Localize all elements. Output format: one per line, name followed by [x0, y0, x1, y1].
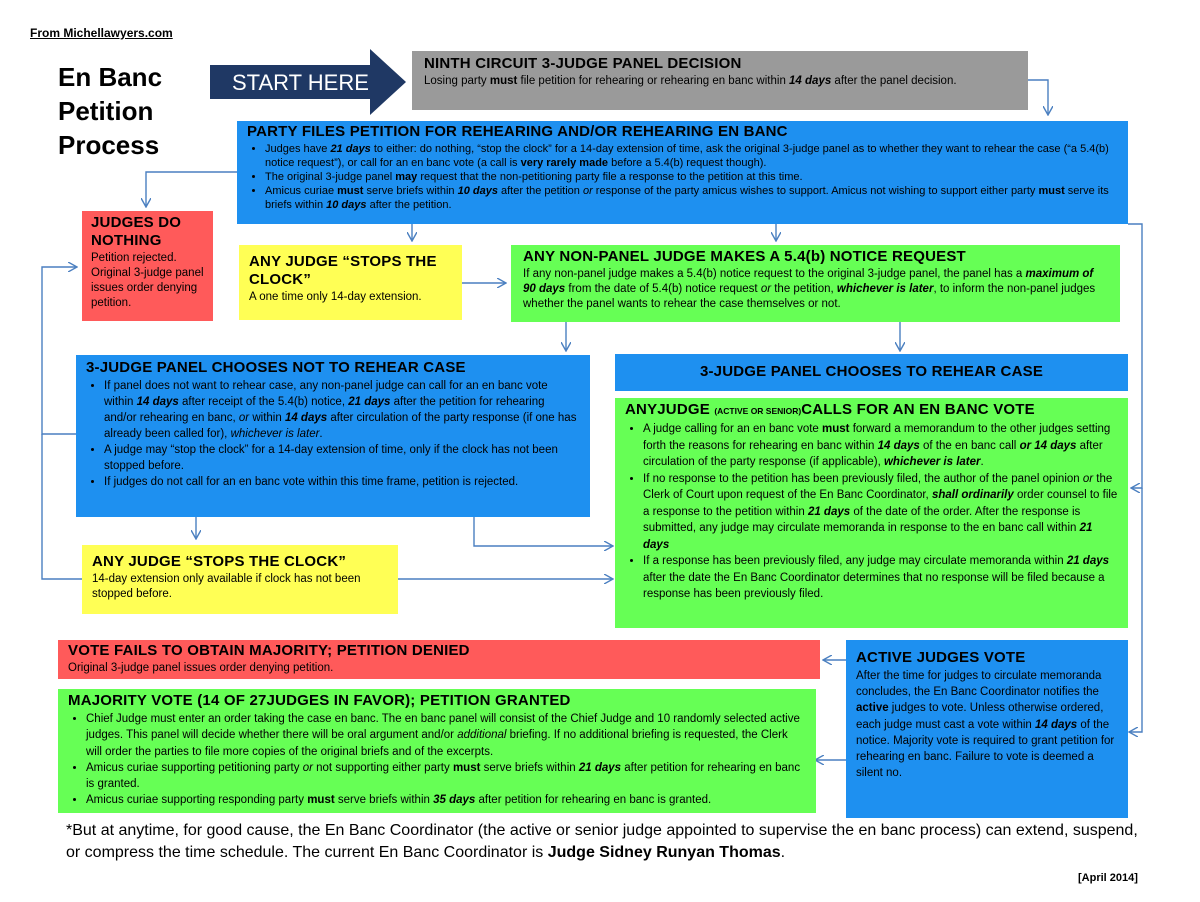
- not-rehear-box: [76, 355, 590, 517]
- majority-vote-box: [58, 689, 816, 813]
- vote-fails-title: VOTE FAILS TO OBTAIN MAJORITY; PETITION DENIED: [68, 642, 470, 659]
- panel-decision-text: Losing party must file petition for rehearing or rehearing en banc within 14 days after the panel decision.: [424, 75, 957, 87]
- majority-vote-title: MAJORITY VOTE (14 OF 27JUDGES IN FAVOR); PETITION GRANTED: [68, 692, 571, 709]
- title-line-2: Petition: [58, 96, 154, 126]
- calls-vote-bullet-1: • A judge calling for an en banc vote must forward a memorandum to the other judges setting forth the reasons for rehearing en banc within 14 days of the en banc call or 14 days after circulation of the party response (if applicable), whichever is later.: [643, 421, 1118, 471]
- start-label: START HERE: [232, 70, 369, 95]
- stop-clock-2-text: 14-day extension only available if clock has not been stopped before.: [92, 573, 361, 600]
- notice-request-title: ANY NON-PANEL JUDGE MAKES A 5.4(b) NOTICE REQUEST: [523, 248, 966, 265]
- connector-callsvote-to-activevote: [1130, 488, 1142, 732]
- date-stamp: [April 2014]: [1078, 872, 1138, 884]
- not-rehear-bullet-1: • If panel does not want to rehear case, any non-panel judge can call for an en banc vote within 14 days after receipt of the 5.4(b) notice, 21 days after the petition for rehearing and/or rehearing en banc, or within 14 days after circulation of the party response (if one has already been called for), whichever is later.: [104, 378, 580, 442]
- coordinator-name: Judge Sidney Runyan Thomas: [547, 844, 781, 861]
- panel-decision-title: NINTH CIRCUIT 3-JUDGE PANEL DECISION: [424, 55, 742, 72]
- active-vote-box: [846, 640, 1128, 818]
- judges-nothing-title: JUDGES DO NOTHING: [91, 214, 182, 249]
- title-line-1: En Banc: [58, 62, 163, 92]
- stop-clock-1-text: A one time only 14-day extension.: [249, 291, 422, 303]
- footnote: *But at anytime, for good cause, the En Banc Coordinator (the active or senior judge appointed to supervise the en banc process) can extend, suspend, or compress the time schedule. The current En Banc Coordinator is Judge Sidney Runyan Thomas.: [66, 822, 1138, 861]
- majority-vote-bullet-3: • Amicus curiae supporting responding party must serve briefs within 35 days after petition for rehearing en banc is granted.: [86, 792, 806, 808]
- connector-petition-to-callsvote: [1128, 224, 1142, 488]
- not-rehear-title: 3-JUDGE PANEL CHOOSES NOT TO REHEAR CASE: [86, 359, 466, 376]
- notice-request-text: If any non-panel judge makes a 5.4(b) notice request to the original 3-judge panel, the panel has a maximum of 90 days from the date of 5.4(b) notice request or the petition, whichever is later, to inform the non-panel judges whether the panel wants to rehear the case themselves or not.: [523, 268, 1096, 310]
- stop-clock-2-title: ANY JUDGE “STOPS THE CLOCK”: [92, 553, 347, 570]
- majority-vote-bullet-2: • Amicus curiae supporting petitioning party or not supporting either party must serve briefs within 21 days after petition for rehearing en banc is granted.: [86, 760, 806, 793]
- source-link[interactable]: From Michellawyers.com: [30, 26, 173, 40]
- vote-fails-text: Original 3-judge panel issues order denying petition.: [68, 662, 334, 674]
- judges-nothing-box: [82, 211, 213, 321]
- party-files-bullet-1: • Judges have 21 days to either: do nothing, “stop the clock” for a 14-day extension of time, ask the original 3-judge panel as to whether they want to rehear the case (“a 5.4(b) notice request”), or call for an en banc vote (a call is very rarely made before a 5.4(b) request though).: [265, 142, 1118, 170]
- vote-fails-box: [58, 640, 820, 679]
- calls-vote-title: ANYJUDGE (ACTIVE OR SENIOR)CALLS FOR AN EN BANC VOTE: [625, 401, 1035, 418]
- chooses-rehear-title: 3-JUDGE PANEL CHOOSES TO REHEAR CASE: [699, 363, 1044, 380]
- not-rehear-bullet-3: • If judges do not call for an en banc vote within this time frame, petition is rejected.: [104, 474, 580, 490]
- party-files-box: [237, 121, 1128, 224]
- connector-decision-to-petition: [1028, 80, 1048, 114]
- calls-vote-bullet-2: • If no response to the petition has been previously filed, the author of the panel opinion or the Clerk of Court upon request of the En Banc Coordinator, shall ordinarily order counsel to file a response to the petition within 21 days of the date of the order. After the response is submitted, any judge may circulate memoranda in response to the en banc call within 21 days: [643, 471, 1118, 554]
- notice-request-box: [511, 245, 1120, 322]
- connector-notrehear-to-nothing: [42, 267, 76, 434]
- party-files-bullet-3: • Amicus curiae must serve briefs within 10 days after the petition or response of the party amicus wishes to support. Amicus not wishing to support either party must serve its briefs within 10 days after the petition.: [265, 184, 1118, 212]
- active-vote-text: After the time for judges to circulate memoranda concludes, the En Banc Coordinator notifies the active judges to vote. Unless otherwise ordered, each judge must cast a vote within 14 days of the notice. Majority vote is required to grant petition for rehearing en banc. Failure to vote is deemed a silent no.: [856, 670, 1115, 780]
- majority-vote-bullet-1: • Chief Judge must enter an order taking the case en banc. The en banc panel will consist of the Chief Judge and 10 randomly selected active judges. This panel will decide whether there will be oral argument and/or additional briefing. If no additional briefing is requested, the Clerk will order the parties to file more copies of the original briefs and of the excerpts.: [86, 711, 806, 760]
- title-line-3: Process: [58, 130, 160, 160]
- judges-nothing-text: Petition rejected. Original 3-judge panel issues order denying petition.: [91, 252, 204, 309]
- connector-petition-to-nothing: [146, 172, 237, 206]
- chooses-rehear-box: [615, 354, 1128, 391]
- stop-clock-box-1: [239, 245, 462, 320]
- active-vote-title: ACTIVE JUDGES VOTE: [856, 649, 1026, 666]
- connector-notrehear-to-callsvote: [474, 517, 612, 546]
- calls-vote-bullet-3: • If a response has been previously filed, any judge may circulate memoranda within 21 days after the date the En Banc Coordinator determines that no response will be filed because a response has been previously filed.: [643, 553, 1118, 603]
- not-rehear-bullet-2: • A judge may “stop the clock” for a 14-day extension of time, only if the clock has not been stopped before.: [104, 442, 580, 474]
- party-files-bullet-2: • The original 3-judge panel may request that the non-petitioning party file a response to the petition at this time.: [265, 170, 1118, 184]
- party-files-title: PARTY FILES PETITION FOR REHEARING AND/OR REHEARING EN BANC: [247, 123, 788, 140]
- stop-clock-1-title: ANY JUDGE “STOPS THE CLOCK”: [249, 253, 437, 288]
- calls-vote-box: [615, 398, 1128, 628]
- stop-clock-box-2: [82, 545, 398, 614]
- panel-decision-box: [412, 51, 1028, 110]
